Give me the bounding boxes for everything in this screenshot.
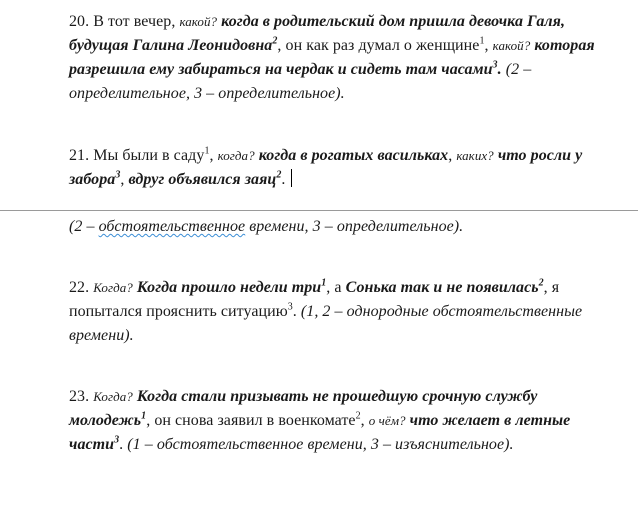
- item-number: 22.: [69, 279, 90, 296]
- clause: Когда прошло недели три: [136, 279, 322, 296]
- clause-index: 2: [538, 277, 544, 289]
- question: каких?: [456, 148, 494, 163]
- paragraph-21: [69, 144, 609, 192]
- paragraph-21-annotation: [69, 215, 609, 239]
- clause: вдруг объявился заяц: [128, 171, 277, 188]
- clause-index: 2: [355, 410, 361, 422]
- annotation: времени, 3 – определительное).: [249, 218, 464, 235]
- clause: что желает в летные части: [69, 412, 571, 453]
- annotation: (2 –: [69, 218, 95, 235]
- question: когда?: [217, 148, 255, 163]
- text: .: [281, 171, 286, 188]
- text: , он как раз думал о женщине: [277, 37, 480, 54]
- text: ,: [484, 37, 489, 54]
- clause-index: 1: [204, 145, 210, 157]
- clause: что росли у забора: [69, 147, 583, 188]
- text: .: [119, 436, 124, 453]
- item-number: 20.: [69, 13, 90, 30]
- clause-index: 3: [287, 301, 293, 313]
- text: , а: [326, 279, 342, 296]
- text: Мы были в саду: [93, 147, 205, 164]
- page-break-line: [0, 210, 638, 211]
- text: ,: [448, 147, 453, 164]
- clause-index: 3: [115, 169, 121, 181]
- item-number: 23.: [69, 388, 90, 405]
- item-number: 21.: [69, 147, 90, 164]
- text: ,: [209, 147, 214, 164]
- question: Когда?: [93, 389, 133, 404]
- text: ,: [120, 171, 125, 188]
- spellcheck-word[interactable]: обстоятельственное: [98, 218, 246, 235]
- question: о чём?: [368, 413, 406, 428]
- text: .: [292, 303, 297, 320]
- question: какой?: [179, 14, 218, 29]
- text: В тот вечер,: [93, 13, 176, 30]
- paragraph-23: [69, 385, 609, 457]
- question: какой?: [492, 38, 531, 53]
- text: , он снова заявил в военкомате: [146, 412, 356, 429]
- clause-index: 1: [321, 277, 327, 289]
- clause-index: 2: [276, 169, 282, 181]
- question: Когда?: [93, 280, 133, 295]
- text: , я попытался прояснить ситуацию: [69, 279, 560, 320]
- text: ,: [360, 412, 365, 429]
- clause-index: 1: [141, 410, 147, 422]
- annotation: (2 – определительное, 3 – определительное).: [69, 61, 532, 102]
- clause-index: 3: [492, 59, 498, 71]
- text-cursor: [291, 169, 292, 187]
- clause-index: 1: [479, 35, 485, 47]
- paragraph-20: [69, 10, 609, 106]
- clause: Сонька так и не появилась: [345, 279, 539, 296]
- clause: когда в родительский дом пришла девочка Галя, будущая Галина Леонидовна: [69, 13, 566, 54]
- clause-index: 2: [272, 35, 278, 47]
- clause: которая разрешила ему забираться на чердак и сидеть там часами: [69, 37, 595, 78]
- clause: Когда стали призывать не прошедшую срочную службу молодежь: [69, 388, 538, 429]
- annotation: (1 – обстоятельственное времени, 3 – изъяснительное).: [127, 436, 514, 453]
- clause-index: 3: [114, 434, 120, 446]
- annotation: (1, 2 – однородные обстоятельственные времени).: [69, 303, 583, 344]
- clause: когда в рогатых васильках: [258, 147, 449, 164]
- text: .: [497, 61, 502, 78]
- paragraph-22: [69, 276, 609, 348]
